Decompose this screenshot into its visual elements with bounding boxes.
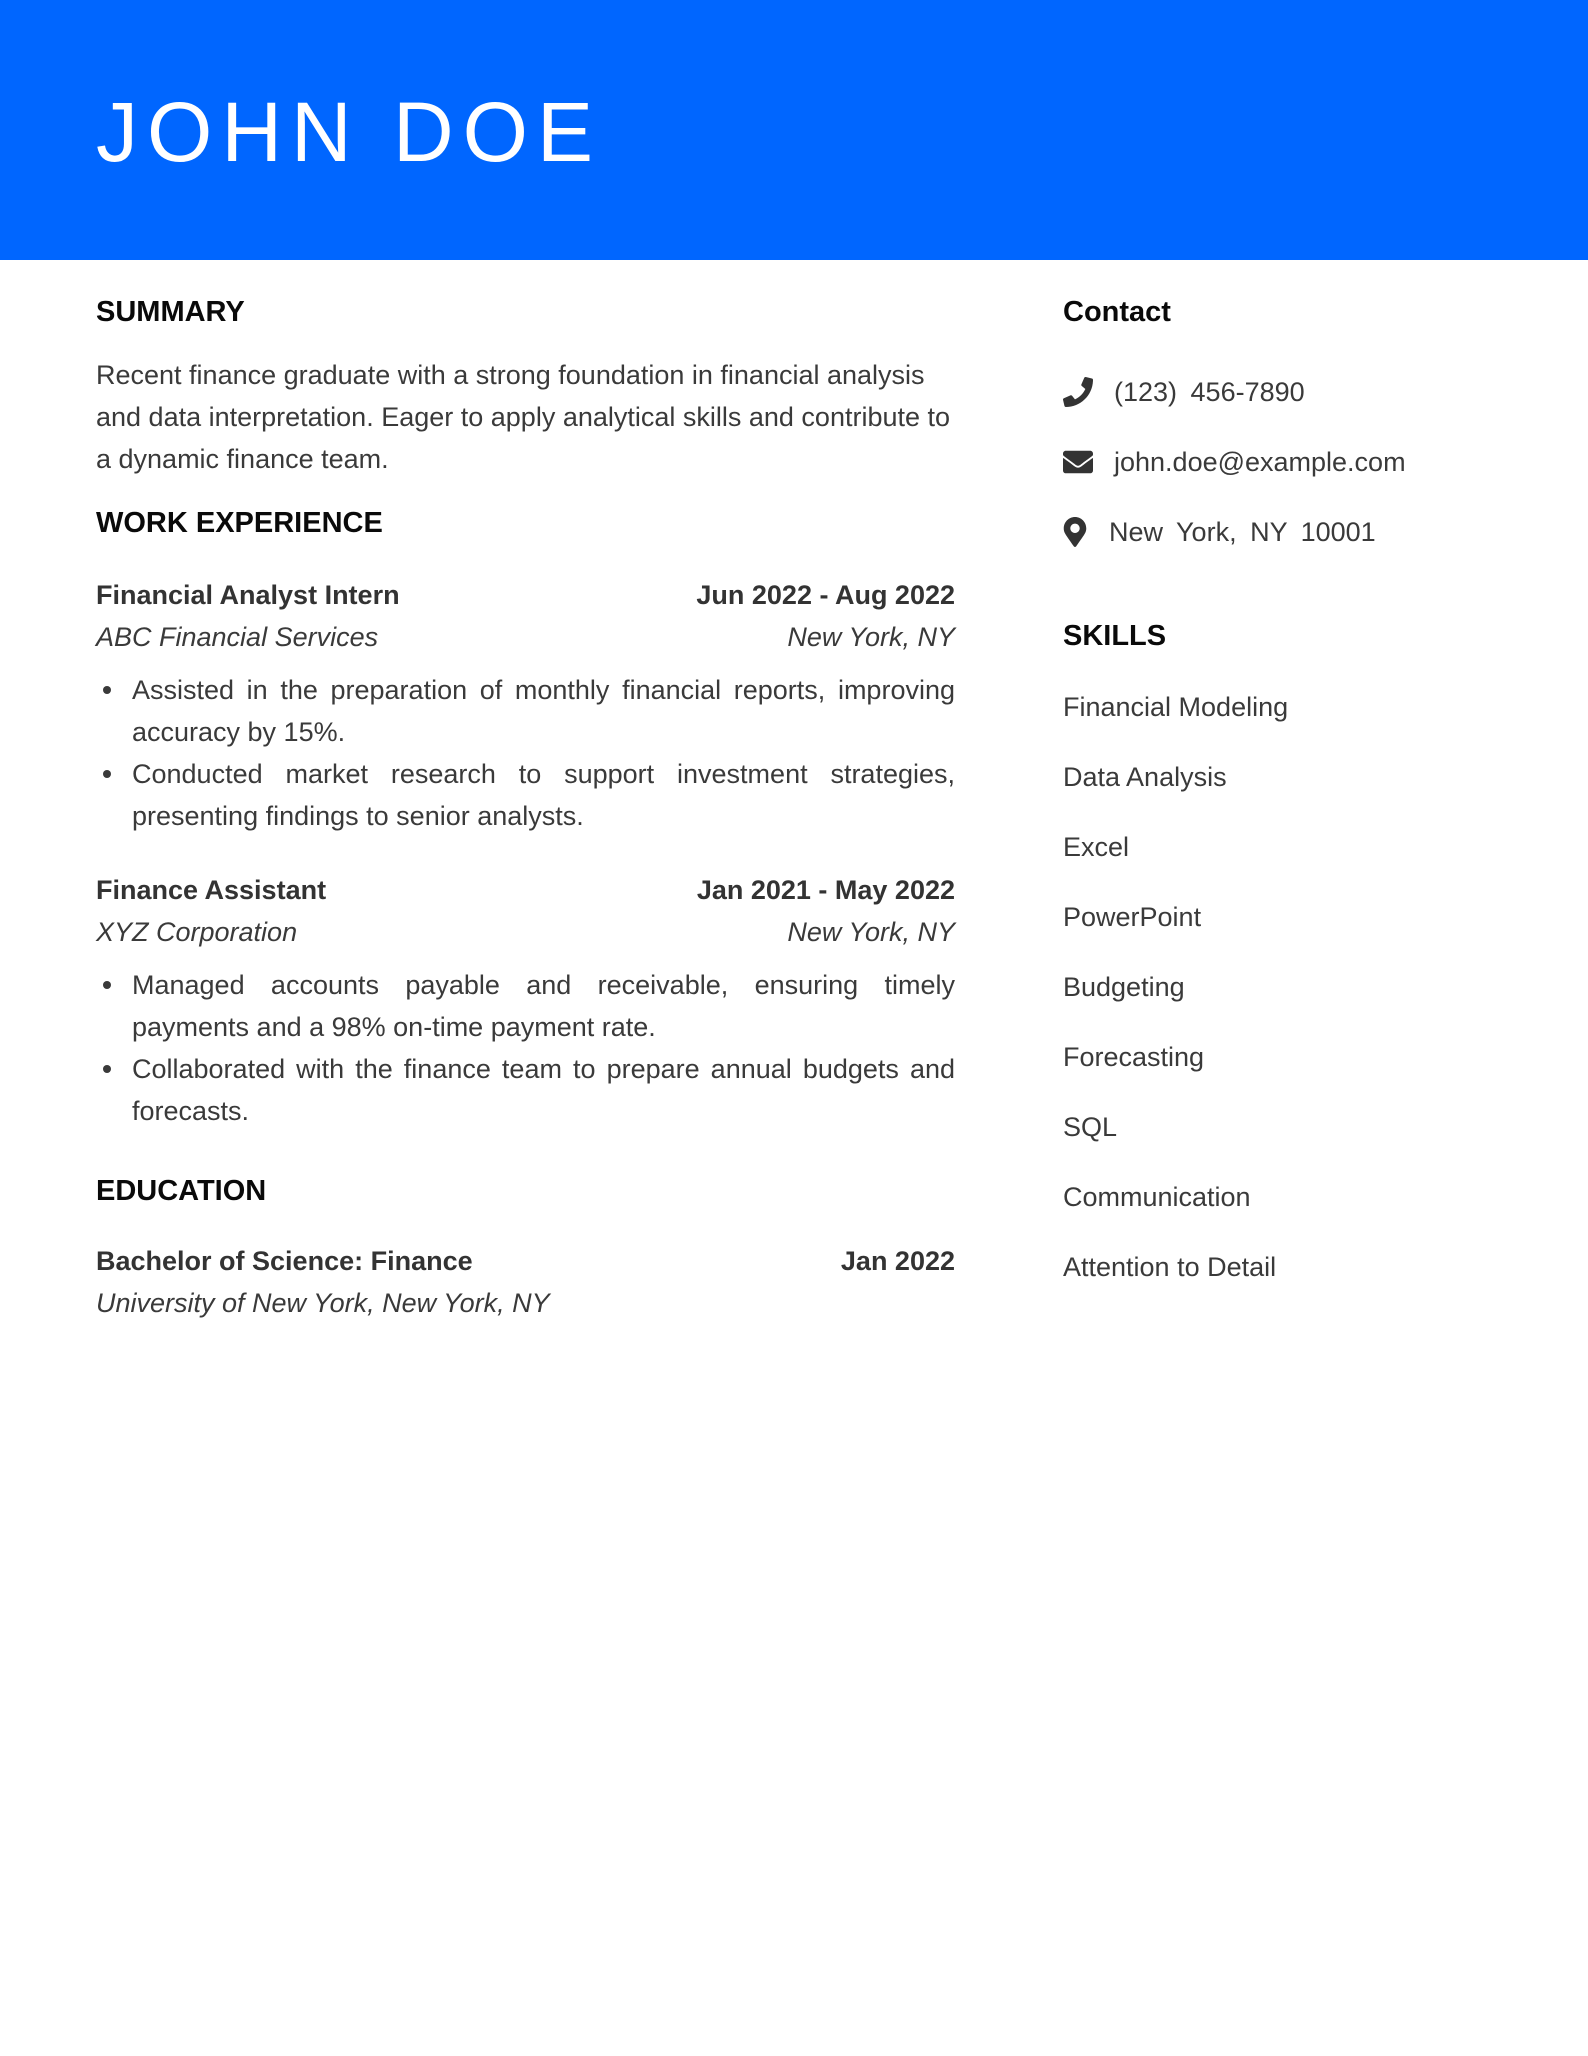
education-section [96,1170,955,1324]
skill-item: Forecasting [1063,1042,1205,1072]
candidate-name: JOHN DOE [96,85,603,179]
summary-heading: SUMMARY [96,296,245,328]
contact-location [1063,511,1503,553]
job-header [96,574,955,616]
education-header [96,1240,955,1282]
job-bullet [132,1048,955,1132]
work-experience-heading: WORK EXPERIENCE [96,507,383,539]
skill-item: Attention to Detail [1063,1252,1277,1282]
skill-item: SQL [1063,1112,1118,1142]
bullet-dot-icon [103,1065,111,1073]
job-bullet [132,964,955,1048]
job-bullet-text: Conducted market research to support investment strategies, presenting findings to senior analysts. [132,759,955,831]
job-role: Finance Assistant [96,875,327,905]
envelope-icon [1063,447,1093,477]
contact-location-text: New York, NY 10001 [1109,516,1376,547]
job-header [96,869,955,911]
contact-heading: Contact [1063,296,1171,328]
skill-item: Data Analysis [1063,762,1227,792]
job-role: Financial Analyst Intern [96,580,400,610]
skills-heading: SKILLS [1063,620,1167,652]
job-entry [96,869,955,1132]
job-bullets [96,669,955,837]
side-column [1063,291,1503,1288]
summary-section [96,291,955,480]
skill-item: Communication [1063,1182,1251,1212]
skill-item: Budgeting [1063,972,1185,1002]
job-company: XYZ Corporation [96,917,298,947]
map-marker-icon [1063,517,1087,547]
education-school: University of New York, New York, NY [96,1288,550,1318]
job-bullet [132,753,955,837]
job-dates: Jan 2021 - May 2022 [696,875,955,905]
education-degree: Bachelor of Science: Finance [96,1246,473,1276]
contact-phone-text[interactable]: (123) 456-7890 [1114,376,1305,407]
education-date: Jan 2022 [840,1246,955,1276]
bullet-dot-icon [103,686,111,694]
job-bullet-text: Collaborated with the finance team to prepare annual budgets and forecasts. [132,1054,955,1126]
contact-phone [1063,371,1503,413]
work-experience-section [96,502,955,1132]
contact-email [1063,441,1503,483]
education-entry [96,1240,955,1324]
bullet-dot-icon [103,770,111,778]
education-heading: EDUCATION [96,1175,267,1207]
skill-item: Excel [1063,832,1130,862]
skill-item: PowerPoint [1063,902,1202,932]
bullet-dot-icon [103,981,111,989]
contact-section [1063,291,1503,553]
job-entry [96,574,955,837]
header-banner [0,0,1588,260]
job-bullet [132,669,955,753]
job-dates: Jun 2022 - Aug 2022 [696,580,955,610]
job-subheader [96,911,955,953]
job-subheader [96,616,955,658]
contact-email-text[interactable]: john.doe@example.com [1114,446,1406,477]
skill-item: Financial Modeling [1063,692,1289,722]
job-bullet-text: Managed accounts payable and receivable, ensuring timely payments and a 98% on-time payment rate. [132,970,955,1042]
job-location: New York, NY [787,622,955,652]
job-bullets [96,964,955,1132]
summary-text: Recent finance graduate with a strong foundation in financial analysis and data interpretation. Eager to apply analytical skills and contribute to a dynamic finance team. [96,360,951,474]
skills-section [1063,615,1503,1288]
main-column [96,291,955,1324]
phone-icon [1063,377,1093,407]
job-company: ABC Financial Services [96,622,379,652]
job-bullet-text: Assisted in the preparation of monthly financial reports, improving accuracy by 15%. [132,675,955,747]
job-location: New York, NY [787,917,955,947]
